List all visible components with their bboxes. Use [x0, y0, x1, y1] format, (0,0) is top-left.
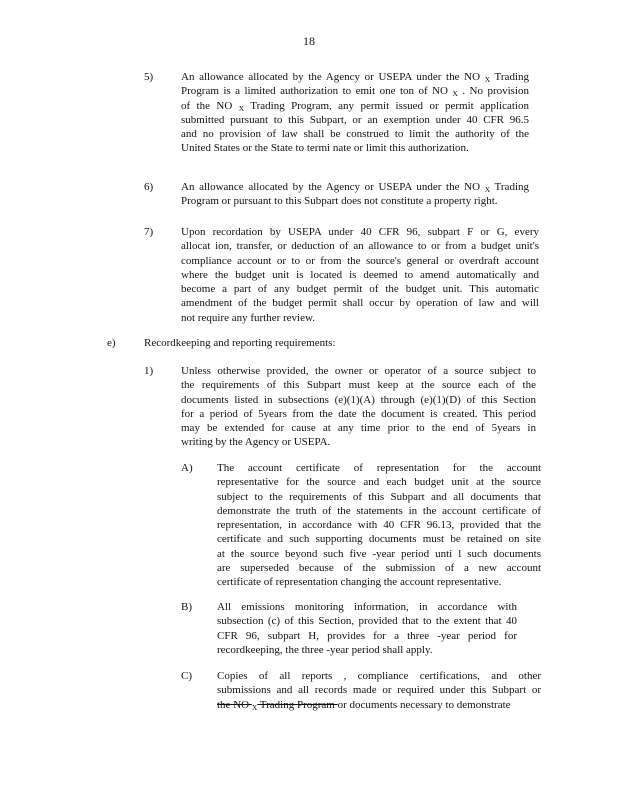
- text-line: representation, in accordance with 40 CFR 96.13, provided that the: [217, 519, 541, 532]
- text-line: subject to the requirements of this Subpart and all documents that: [217, 490, 541, 503]
- text-line: allocat ion, transfer, or deduction of an allowance to or from a budget unit's: [181, 240, 539, 253]
- paragraph-7: [181, 225, 539, 325]
- text-line: writing by the Agency or USEPA.: [181, 436, 331, 449]
- text-line: Program is a limited authorization to emit one ton of NO $_X$ . No provision: [181, 85, 530, 99]
- text-line: subsection (c) of this Section, provided that to the extent that 40: [217, 615, 517, 628]
- item-label-6: 6): [144, 181, 154, 193]
- text-line: All emissions monitoring information, in accordance with: [217, 601, 517, 613]
- text-line: submitted pursuant to this Subpart, or an exemption under 40 CFR 96.5: [181, 113, 529, 126]
- text-line: certificate and such supporting documents must be retained on site: [217, 533, 541, 546]
- text-line: CFR 96, subpart H, provides for a three -year period for: [217, 629, 517, 642]
- paragraph-C: [217, 669, 541, 712]
- paragraph-6: [181, 180, 529, 209]
- text-line: the NO $_X$ Trading Program or documents necessary to demonstrate: [217, 698, 511, 712]
- section-heading-e: [144, 336, 344, 350]
- text-line: certificate of representation changing the account representative.: [217, 576, 502, 589]
- text-line: Recordkeeping and reporting requirements:: [144, 337, 336, 349]
- text-line: amendment of the budget permit shall occur by operation of law and will: [181, 297, 539, 310]
- text-line: Unless otherwise provided, the owner or operator of a source subject to: [181, 365, 536, 377]
- paragraph-A: [217, 461, 541, 590]
- section-label-e: e): [107, 337, 116, 349]
- text-line: Copies of all reports , compliance certifications, and other: [217, 670, 541, 682]
- item-label-A: A): [181, 462, 193, 474]
- item-label-B: B): [181, 601, 192, 613]
- text-line: and no provision of law shall be construed to limit the authority of the: [181, 128, 529, 141]
- item-label-e1: 1): [144, 365, 154, 377]
- text-line: become a part of any budget permit of the budget unit. This automatic: [181, 283, 539, 296]
- text-line: An allowance allocated by the Agency or USEPA under the NO $_X$ Trading: [181, 181, 529, 194]
- text-line: of the NO $_X$ Trading Program, any permit issued or permit application: [181, 99, 529, 113]
- text-line: Upon recordation by USEPA under 40 CFR 96, subpart F or G, every: [181, 226, 539, 238]
- paragraph-B: [217, 600, 517, 657]
- paragraph-5: [181, 70, 529, 156]
- page-number: 18: [303, 34, 315, 48]
- text-line: not require any further review.: [181, 311, 315, 324]
- text-line: compliance account or to or from the source's general or overdraft account: [181, 254, 539, 267]
- text-line: The account certificate of representation for the account: [217, 462, 541, 474]
- text-line: the requirements of this Subpart must keep at the source each of the: [181, 379, 536, 392]
- text-line: documents listed in subsections (e)(1)(A) through (e)(1)(D) of this Section: [181, 393, 536, 406]
- item-label-5: 5): [144, 71, 154, 83]
- text-line: representative for the source and each budget unit at the source: [217, 476, 541, 489]
- text-line: United States or the State to termi nate or limit this authorization.: [181, 142, 469, 155]
- text-line: where the budget unit is located is deemed to amend automatically and: [181, 268, 539, 281]
- item-label-7: 7): [144, 226, 154, 238]
- text-line: Program or pursuant to this Subpart does not constitute a property right.: [181, 195, 498, 208]
- paragraph-e1: [181, 364, 536, 450]
- text-line: submissions and all records made or required under this Subpart or: [217, 684, 541, 697]
- text-line: may be extended for cause at any time prior to the end of 5years in: [181, 422, 536, 435]
- text-line: for a period of 5years from the date the document is created. This period: [181, 407, 536, 420]
- text-line: recordkeeping, the three -year period shall apply.: [217, 643, 433, 656]
- text-line: An allowance allocated by the Agency or USEPA under the NO $_X$ Trading: [181, 71, 529, 84]
- text-line: are superseded because of the submission of a new account: [217, 562, 541, 575]
- text-line: demonstrate the truth of the statements in the account certificate of: [217, 504, 541, 517]
- text-line: at the source beyond such five -year period unti l such documents: [217, 547, 541, 560]
- item-label-C: C): [181, 670, 192, 682]
